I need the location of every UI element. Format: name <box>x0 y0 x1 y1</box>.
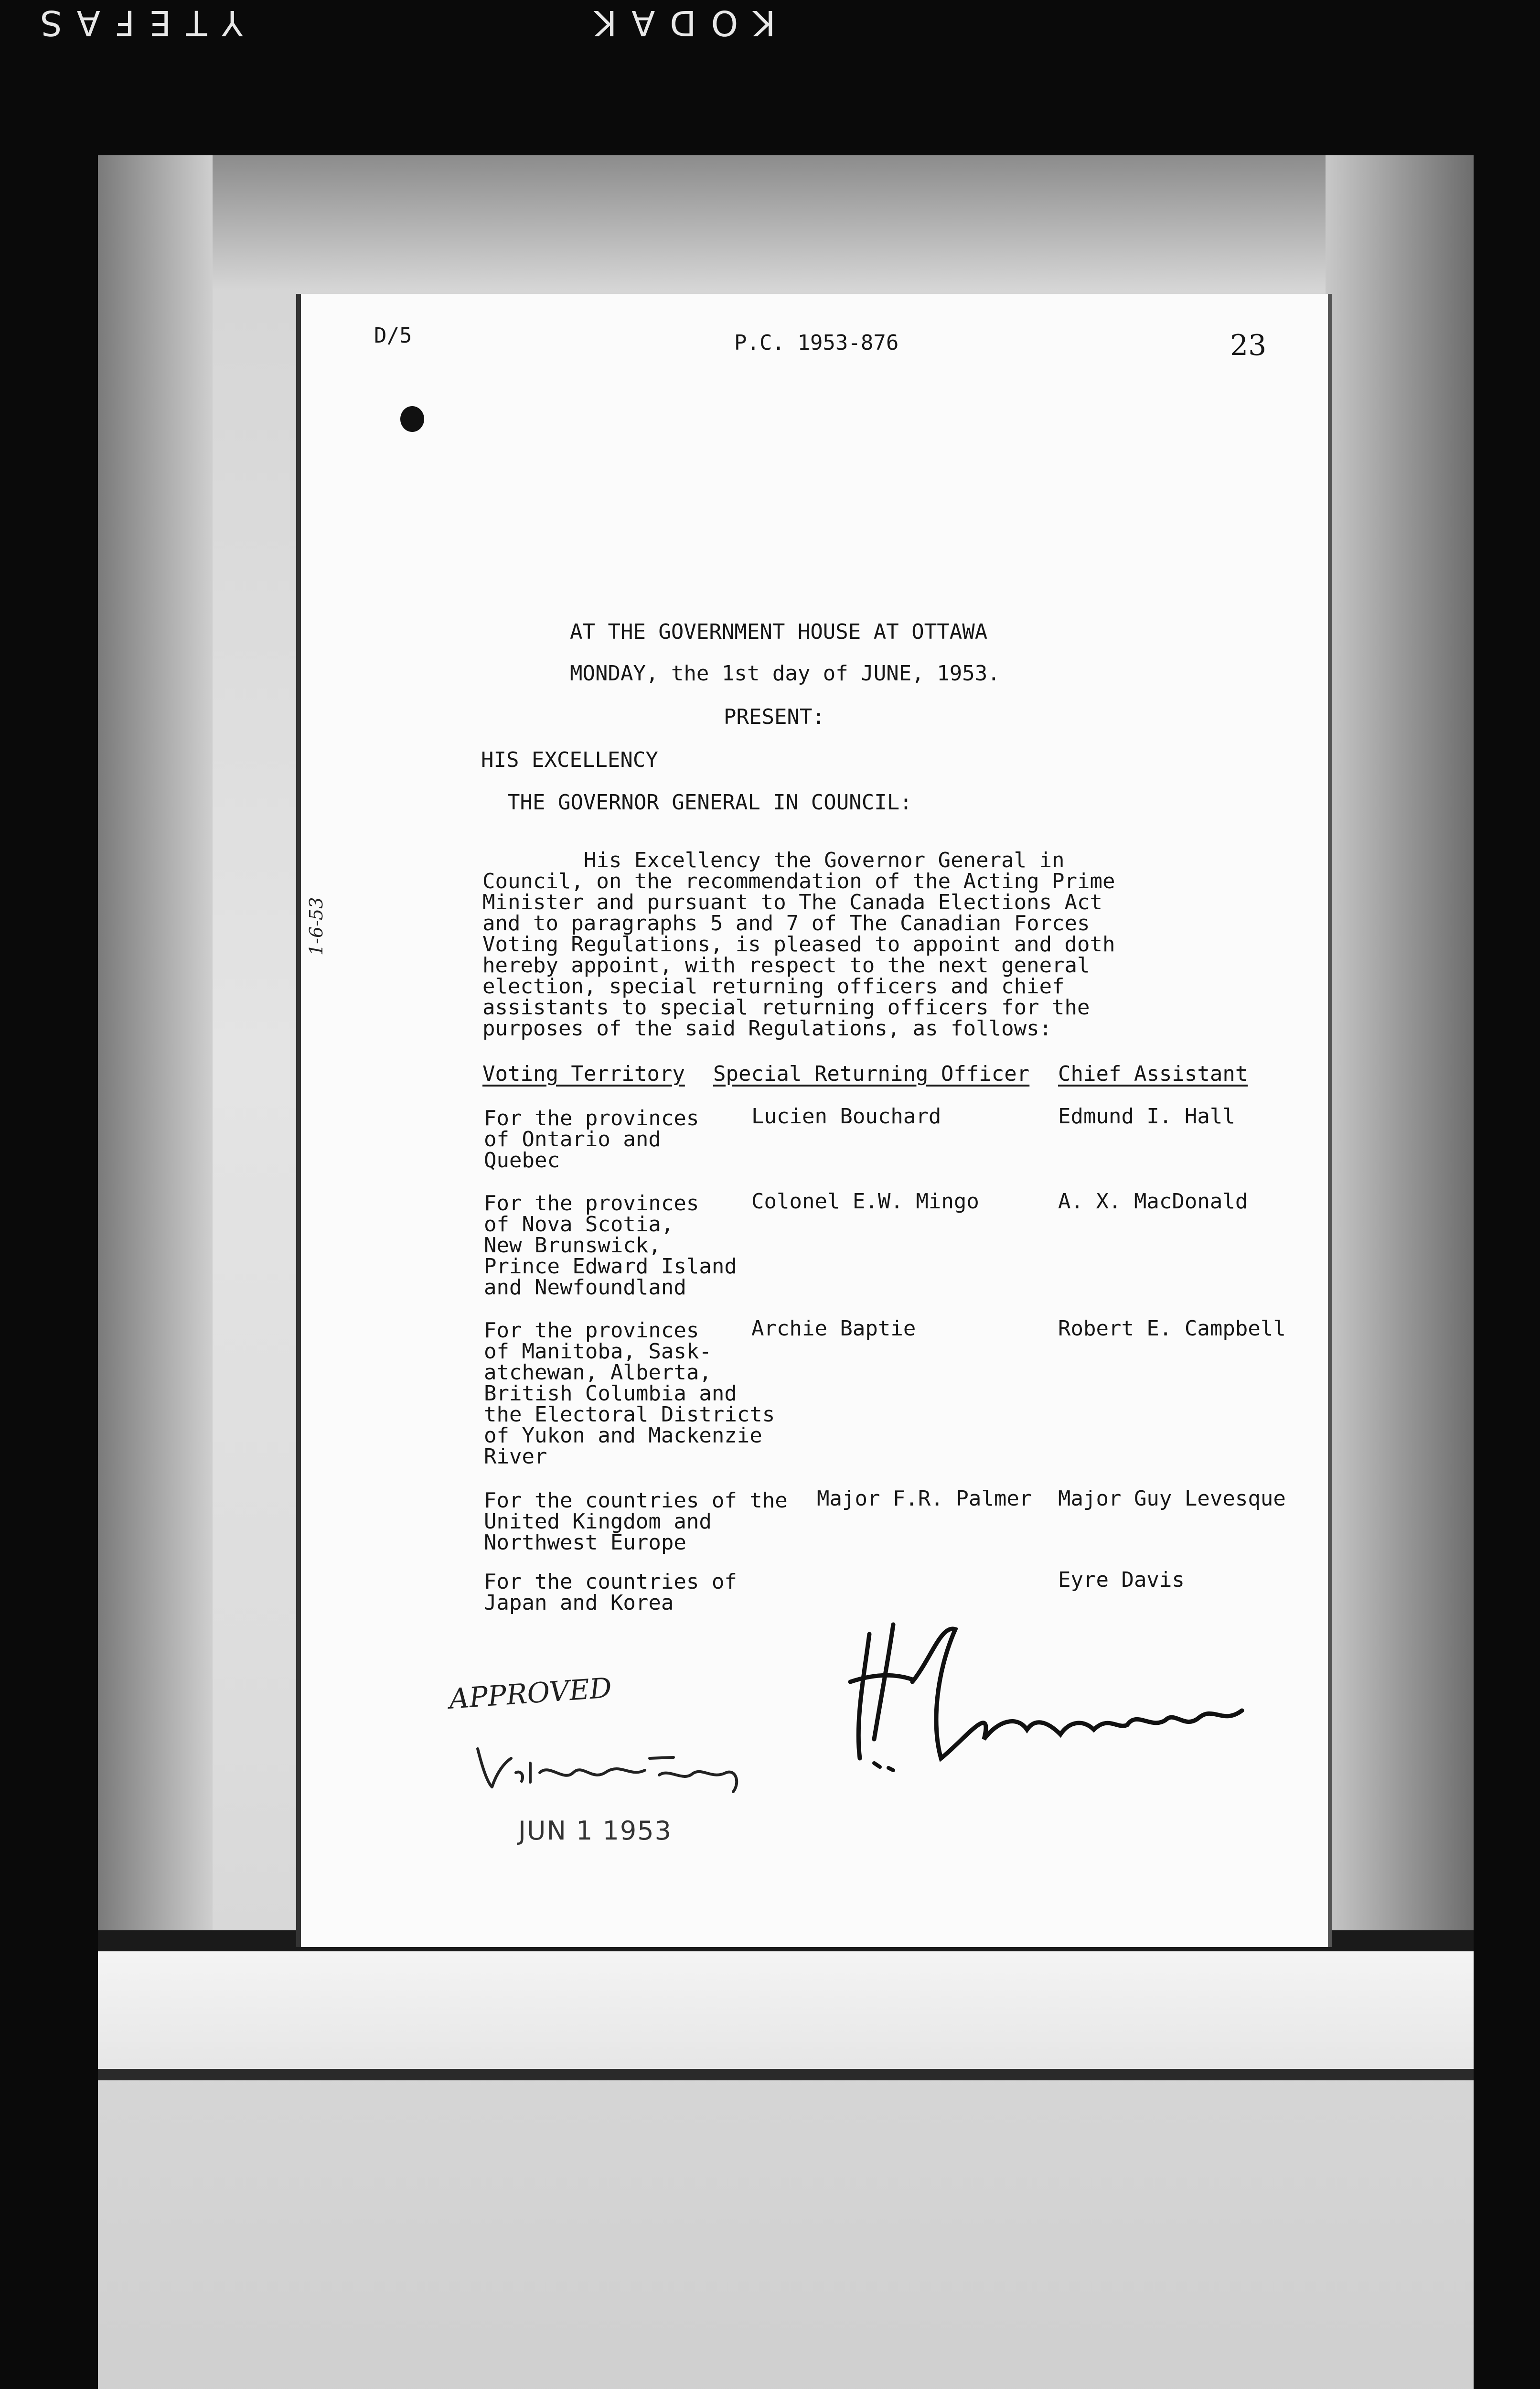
date-line: MONDAY, the 1st day of JUNE, 1953. <box>570 661 1000 686</box>
page-number: 23 <box>1230 329 1267 362</box>
body-line: assistants to special returning officers for the <box>482 995 1090 1020</box>
territory-line: of Ontario and <box>484 1127 661 1151</box>
territory-line: and Newfoundland <box>484 1275 686 1300</box>
present-line: PRESENT: <box>724 705 825 729</box>
officer-name: Major F.R. Palmer <box>817 1486 1032 1511</box>
territory-line: For the countries of the <box>484 1488 788 1513</box>
his-excellency: HIS EXCELLENCY <box>481 748 658 772</box>
body-line: and to paragraphs 5 and 7 of The Canadian Forces <box>482 911 1090 936</box>
column-header-assistant: Chief Assistant <box>1058 1062 1248 1086</box>
territory-line: For the provinces <box>484 1106 699 1130</box>
territory-line: British Columbia and <box>484 1381 737 1406</box>
territory-line: of Yukon and Mackenzie <box>484 1423 762 1448</box>
body-line: His Excellency the Governor General in <box>482 848 1065 872</box>
frame-shadow-right <box>1326 155 1474 1952</box>
assistant-name: Eyre Davis <box>1058 1568 1185 1592</box>
assistant-name: A. X. MacDonald <box>1058 1189 1248 1214</box>
approver-signature <box>468 1730 755 1806</box>
territory-line: atchewan, Alberta, <box>484 1360 712 1385</box>
body-line: election, special returning officers and chief <box>482 974 1065 999</box>
frame-band-line <box>98 2069 1474 2080</box>
assistant-name: Edmund I. Hall <box>1058 1104 1235 1129</box>
margin-annotation: 1-6-53 <box>306 897 327 956</box>
territory-line: River <box>484 1444 547 1469</box>
column-header-officer: Special Returning Officer <box>713 1062 1030 1086</box>
film-edge <box>0 0 1540 53</box>
governor-general: THE GOVERNOR GENERAL IN COUNCIL: <box>507 790 912 815</box>
body-line: Council, on the recommendation of the Acting Prime <box>482 869 1115 893</box>
body-line: purposes of the said Regulations, as follows: <box>482 1016 1052 1041</box>
territory-line: of Nova Scotia, <box>484 1212 674 1237</box>
film-edge-left: Y T E F A S <box>38 3 243 43</box>
territory-line: Quebec <box>484 1148 560 1173</box>
territory-line: For the provinces <box>484 1191 699 1216</box>
frame-band-light <box>98 1951 1474 2071</box>
officer-name: Colonel E.W. Mingo <box>751 1189 979 1214</box>
territory-line: of Manitoba, Sask- <box>484 1339 712 1364</box>
frame-shadow-left <box>98 155 213 1952</box>
clerk-signature <box>841 1615 1280 1797</box>
film-edge-right: K O D A K <box>592 3 776 43</box>
officer-name: Archie Baptie <box>751 1316 916 1341</box>
territory-line: Prince Edward Island <box>484 1254 737 1279</box>
file-ref: D/5 <box>374 323 412 348</box>
body-line: Minister and pursuant to The Canada Elections Act <box>482 890 1103 915</box>
territory-line: New Brunswick, <box>484 1233 661 1258</box>
officer-name: Lucien Bouchard <box>751 1104 941 1129</box>
order-number: P.C. 1953-876 <box>734 331 899 355</box>
assistant-name: Robert E. Campbell <box>1058 1316 1286 1341</box>
body-line: hereby appoint, with respect to the next general <box>482 953 1090 978</box>
column-header-territory: Voting Territory <box>482 1062 685 1086</box>
approval-date-stamp: JUN 1 1953 <box>518 1816 672 1846</box>
territory-line: United Kingdom and <box>484 1509 712 1534</box>
territory-line: Japan and Korea <box>484 1591 674 1615</box>
approved-label: APPROVED <box>448 1671 613 1715</box>
assistant-name: Major Guy Levesque <box>1058 1486 1286 1511</box>
place-line: AT THE GOVERNMENT HOUSE AT OTTAWA <box>570 620 988 644</box>
body-line: Voting Regulations, is pleased to appoint and doth <box>482 932 1115 957</box>
territory-line: Northwest Europe <box>484 1530 686 1555</box>
territory-line: For the provinces <box>484 1318 699 1343</box>
territory-line: the Electoral Districts <box>484 1402 775 1427</box>
territory-line: For the countries of <box>484 1570 737 1594</box>
punch-hole <box>400 406 424 432</box>
